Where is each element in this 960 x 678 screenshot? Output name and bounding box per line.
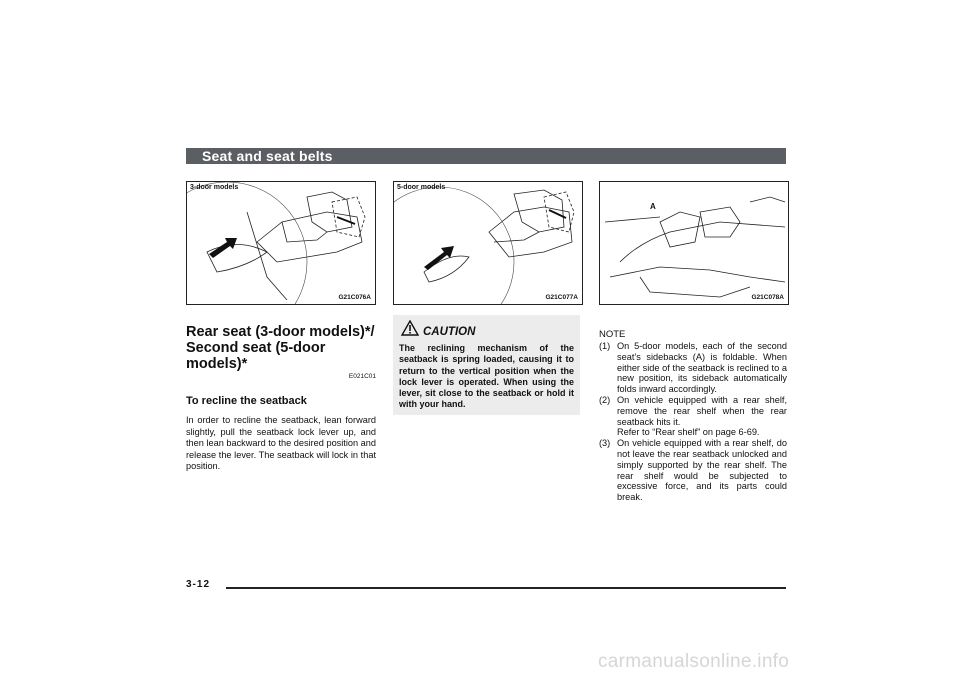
caution-title: CAUTION [423,326,476,338]
figure-5-door-recline [393,181,583,305]
note-item [599,438,787,503]
figure-3-door-recline [186,181,376,305]
note-text: On vehicle equipped with a rear shelf, remove the rear shelf when the rear seatback hits it. [617,394,787,427]
figure-label: 5-door models [397,184,446,191]
note-number: (1) [599,341,611,351]
seat-recline-illustration [187,182,375,304]
note-item [599,341,787,395]
subheading: To recline the seatback [186,395,307,407]
note-text-wrapper [617,395,787,438]
footer-rule [226,587,786,589]
note-text: On vehicle equipped with a rear shelf, do not leave the rear seatback unlocked and simply supported by the rear shelf. The rear shelf would be subjected to excessive force, and its parts could break. [617,438,787,503]
note-number: (3) [599,438,611,449]
sideback-illustration [600,182,788,304]
figure-sideback [599,181,789,305]
section-header-title: Seat and seat belts [202,148,333,164]
figure-label: 3-door models [190,184,239,191]
section-title-line-1: Rear seat (3-door models)*/ [186,324,375,340]
page-number: 3-12 [186,579,211,590]
section-header-bar [186,148,786,164]
sideback-callout-label: A [650,202,656,211]
note-column [599,329,787,503]
figure-code: G21C078A [751,294,784,301]
note-title: NOTE [599,329,626,340]
left-column [186,324,376,473]
note-number: (2) [599,394,611,405]
caution-box [393,315,580,415]
section-title-line-2: Second seat (5-door models)* [186,340,326,372]
note-text: On 5-door models, each of the second seat’s sidebacks (A) is foldable. When either side of the seatback is reclined to a new position, its sideback automatically folds inward accordingly. [617,341,787,395]
figure-code: G21C077A [545,294,578,301]
note-page-reference: Refer to “Rear shelf” on page 6-69. [617,427,760,438]
note-item [599,395,787,438]
body-paragraph: In order to recline the seatback, lean forward slightly, pull the seatback lock lever up, and then lean backward to the desired position and release the lever. The seatback will lock in that position. [186,415,377,471]
figure-code: G21C076A [338,294,371,301]
warning-triangle-icon [401,320,419,336]
seat-recline-illustration [394,182,582,304]
reference-code: E021C01 [348,373,376,380]
watermark: carmanualsonline.info [598,651,790,672]
caution-text: The reclining mechanism of the seatback is spring loaded, causing it to return to the vertical position when the lock lever is operated. When using the lever, sit close to the seatback or hold it with your hand. [399,343,574,410]
